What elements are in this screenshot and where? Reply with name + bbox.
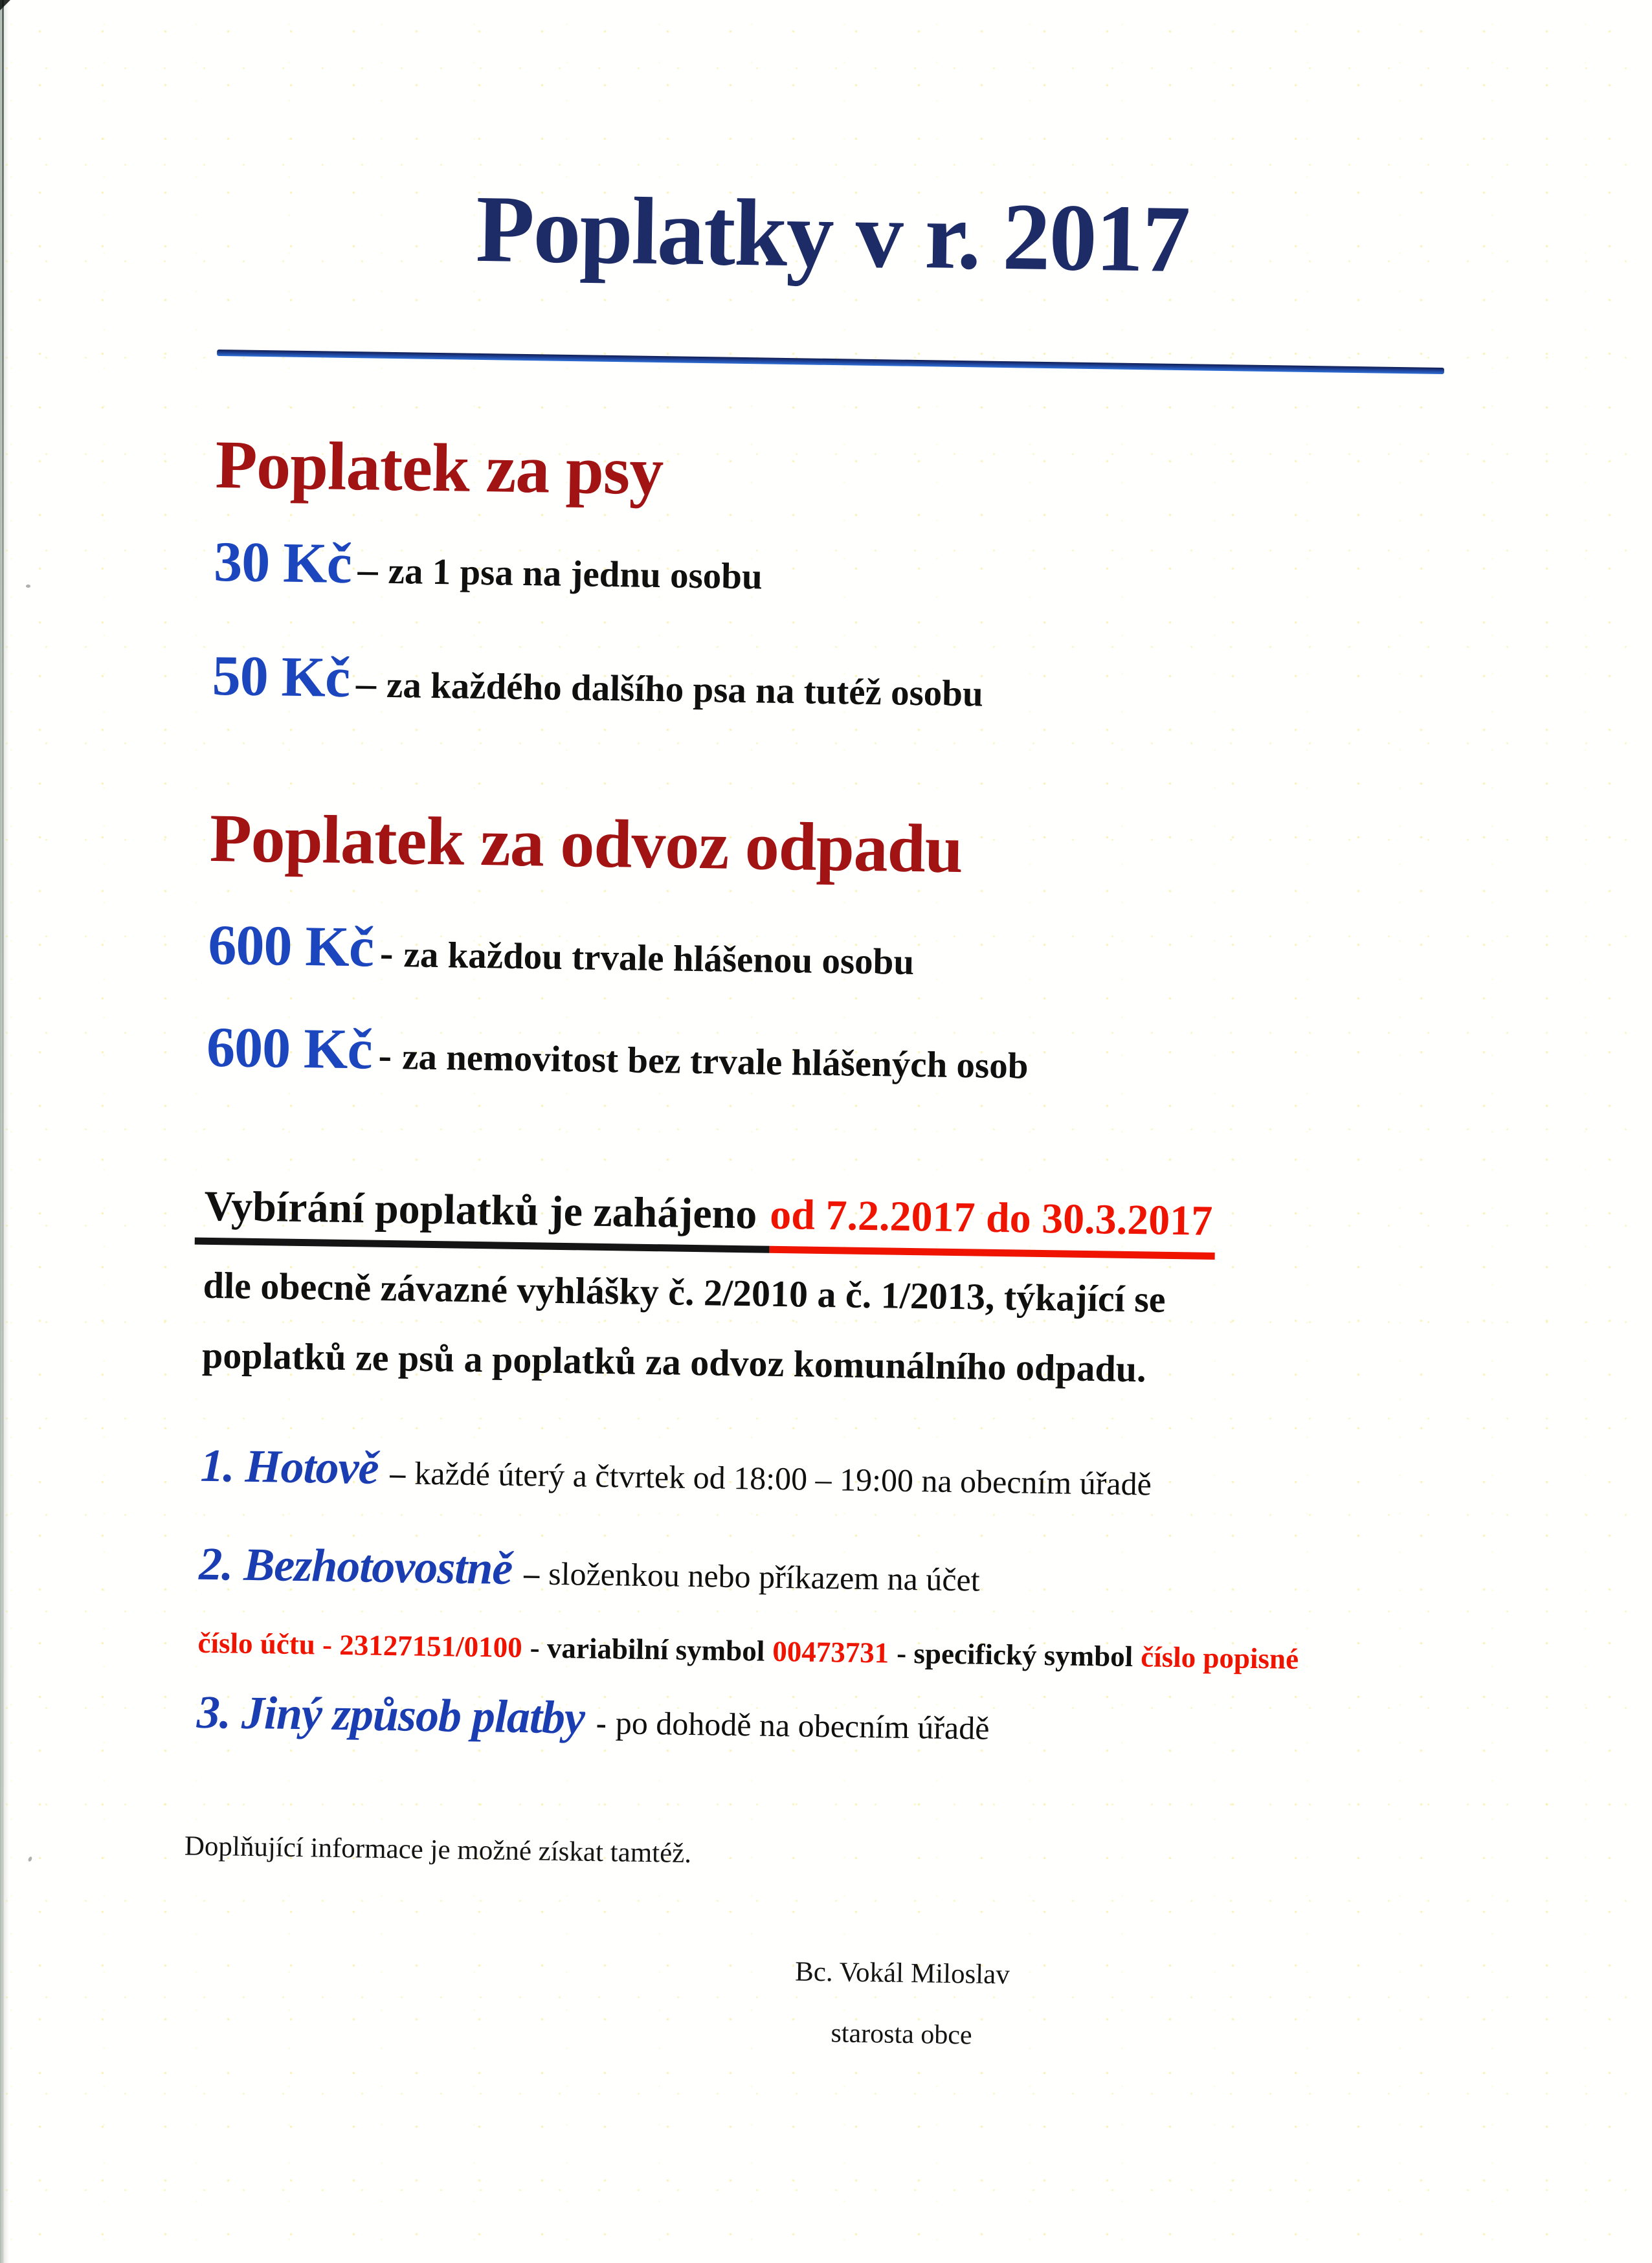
title-underline-rule [217,350,1444,374]
scan-corner-artifact [0,0,10,10]
payment-method-label: 2. Bezhotovostně [198,1537,513,1594]
fee-description: za 1 psa na jednu osobu [388,551,763,597]
signature-block [794,1958,1010,2050]
signatory-name: Bc. Vokál Miloslav [794,1956,1010,1990]
collection-lead-text: Vybírání poplatků je zahájeno [195,1182,770,1253]
fee-amount: 600 Kč [206,1016,373,1082]
fee-line-waste-person [207,913,1436,992]
signatory-role: starosta obce [831,2018,972,2051]
payment-method-label: 1. Hotově [200,1439,379,1494]
section-heading-dog-fees: Poplatek za psy [214,426,664,509]
fee-amount: 50 Kč [212,645,350,710]
fee-description: za každou trvale hlášenou osobu [403,933,915,983]
collection-period-dates: od 7.2.2017 do 30.3.2017 [769,1190,1215,1259]
dash-separator: – [355,662,377,706]
decree-reference-line-2: poplatků ze psů a poplatků za odvoz komunálního odpadu. [201,1334,1147,1390]
fee-amount: 30 Kč [213,531,352,596]
decree-reference-line-1: dle obecně závazné vyhlášky č. 2/2010 a č. 1/2013, týkající se [203,1264,1166,1321]
scan-left-edge-line-artifact [2,0,4,2263]
fee-line-dog-first [213,531,1442,609]
variable-symbol-label: - variabilní symbol [530,1631,765,1667]
payment-method-description: po dohodě na obecním úřadě [615,1704,990,1746]
collection-period-line [195,1182,1432,1245]
dash-separator: – [390,1456,406,1491]
page-title: Poplatky v r. 2017 [475,175,1190,293]
payment-method-cash [200,1439,1428,1507]
scan-speck [26,585,30,588]
dash-separator: - [378,1033,392,1078]
additional-info-note: Doplňující informace je možné získat tamtéž. [184,1831,692,1869]
payment-method-description: složenkou nebo příkazem na účet [548,1555,981,1598]
payment-method-label: 3. Jiný způsob platby [196,1686,585,1744]
fee-line-dog-additional [212,645,1440,723]
variable-symbol-value: 00473731 [772,1634,889,1669]
account-number: číslo účtu - 23127151/0100 [197,1626,523,1664]
dash-separator: – [357,548,379,592]
bank-account-line [197,1626,1425,1676]
fee-line-waste-property [206,1016,1434,1094]
dash-separator: – [523,1557,540,1592]
section-heading-waste-fees: Poplatek za odvoz odpadu [209,800,963,887]
fee-description: za nemovitost bez trvale hlášených osob [401,1036,1029,1087]
payment-method-cashless [198,1537,1427,1605]
fee-description: za každého dalšího psa na tutéž osobu [386,665,984,715]
specific-symbol-label: - specifický symbol [896,1636,1133,1673]
payment-method-other [196,1686,1424,1754]
fee-amount: 600 Kč [207,913,374,979]
payment-method-description: každé úterý a čtvrtek od 18:00 – 19:00 na obecním úřadě [414,1455,1152,1502]
dash-separator: - [379,931,394,975]
dash-separator: - [596,1706,607,1741]
specific-symbol-value: číslo popisné [1140,1640,1299,1675]
